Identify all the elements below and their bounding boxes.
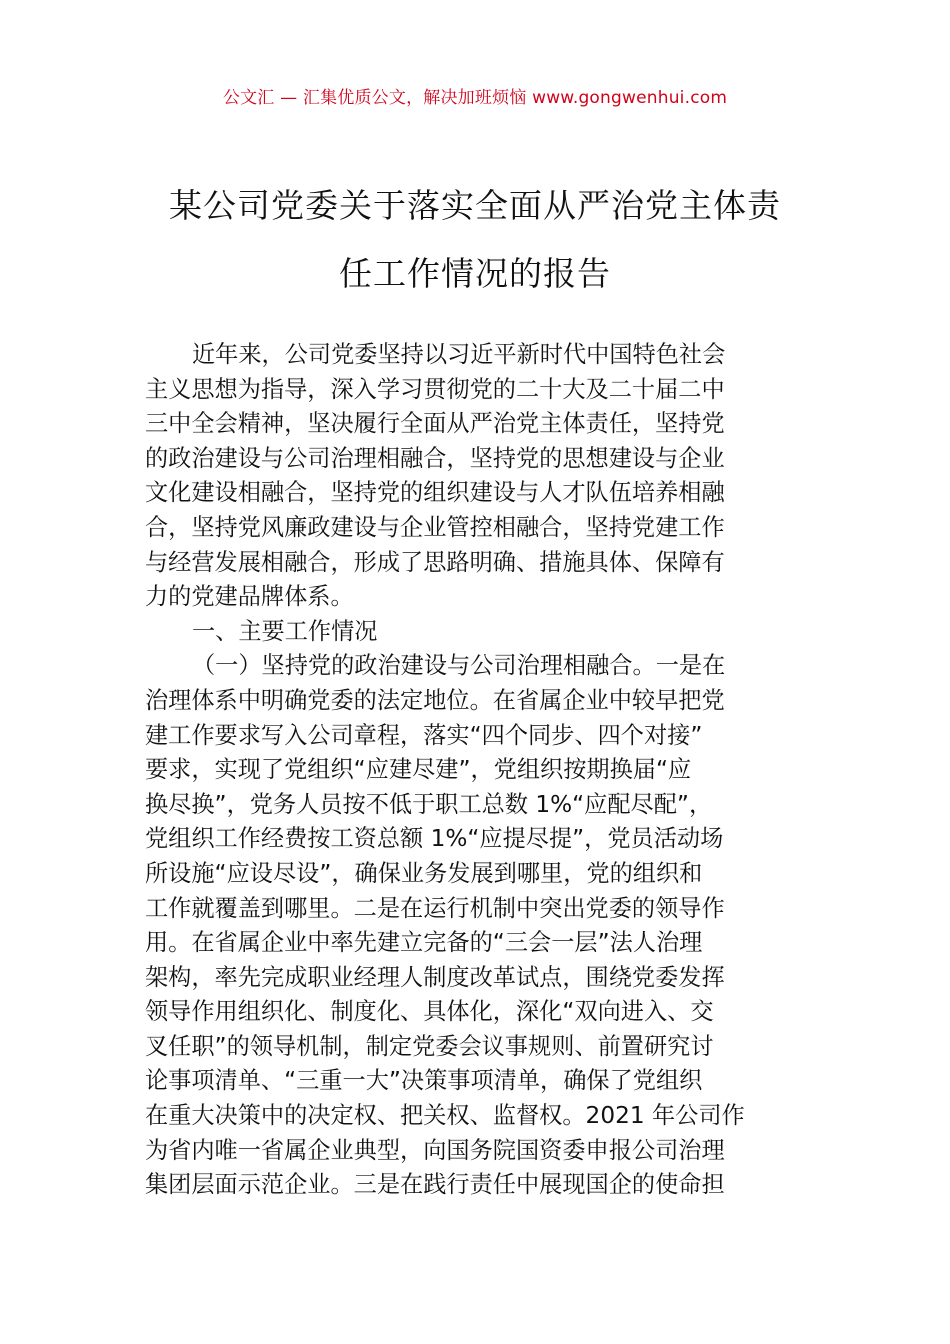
paragraph-line: 治理体系中明确党委的法定地位。在省属企业中较早把党 [145,686,725,714]
paragraph-line: 合，坚持党风廉政建设与企业管控相融合，坚持党建工作 [145,513,725,541]
paragraph-line: 架构，率先完成职业经理人制度改革试点，围绕党委发挥 [145,963,725,991]
paragraph-line: （一）坚持党的政治建设与公司治理相融合。一是在 [192,652,726,680]
paragraph-line: 用。在省属企业中率先建立完备的“三会一层”法人治理 [145,929,703,957]
paragraph-line: 与经营发展相融合，形成了思路明确、措施具体、保障有 [145,548,725,576]
paragraph-line: 为省内唯一省属企业典型，向国务院国资委申报公司治理 [145,1136,725,1164]
paragraph-line: 近年来，公司党委坚持以习近平新时代中国特色社会 [192,341,726,368]
paragraph-line: 党组织工作经费按工资总额 1%“应提尽提”，党员活动场 [145,825,724,853]
paragraph-line: 建工作要求写入公司章程，落实“四个同步、四个对接” [145,721,703,749]
paragraph-line: 三中全会精神，坚决履行全面从严治党主体责任，坚持党 [145,410,725,438]
paragraph-line: 要求，实现了党组织“应建尽建”，党组织按期换届“应 [145,756,692,784]
paragraph-line: 换尽换”，党务人员按不低于职工总数 1%“应配尽配”， [145,790,713,818]
paragraph-line: 文化建设相融合，坚持党的组织建设与人才队伍培养相融 [145,479,725,507]
paragraph-line: 在重大决策中的决定权、把关权、监督权。2021 年公司作 [145,1102,745,1130]
paragraph-line: 所设施“应设尽设”，确保业务发展到哪里，党的组织和 [145,859,703,887]
document-title-line-2: 任工作情况的报告 [339,254,611,293]
header-banner: 公文汇 — 汇集优质公文，解决加班烦恼 www.gongwenhui.com [222,88,728,108]
document-title [150,172,800,308]
paragraph-line: 论事项清单、“三重一大”决策事项清单，确保了党组织 [145,1067,703,1095]
document-body [145,338,805,1203]
document-title-line-1: 某公司党委关于落实全面从严治党主体责 [169,186,781,225]
paragraph-line: 的政治建设与公司治理相融合，坚持党的思想建设与企业 [145,444,725,472]
section-heading: 一、主要工作情况 [192,617,378,645]
paragraph-line: 领导作用组织化、制度化、具体化，深化“双向进入、交 [145,998,714,1026]
paragraph-line: 力的党建品牌体系。 [145,583,354,611]
paragraph-line: 集团层面示范企业。三是在践行责任中展现国企的使命担 [145,1171,725,1199]
paragraph-line: 工作就覆盖到哪里。二是在运行机制中突出党委的领导作 [145,894,725,922]
paragraph-line: 主义思想为指导，深入学习贯彻党的二十大及二十届二中 [145,375,725,403]
paragraph-line: 叉任职”的领导机制，制定党委会议事规则、前置研究讨 [145,1032,714,1060]
